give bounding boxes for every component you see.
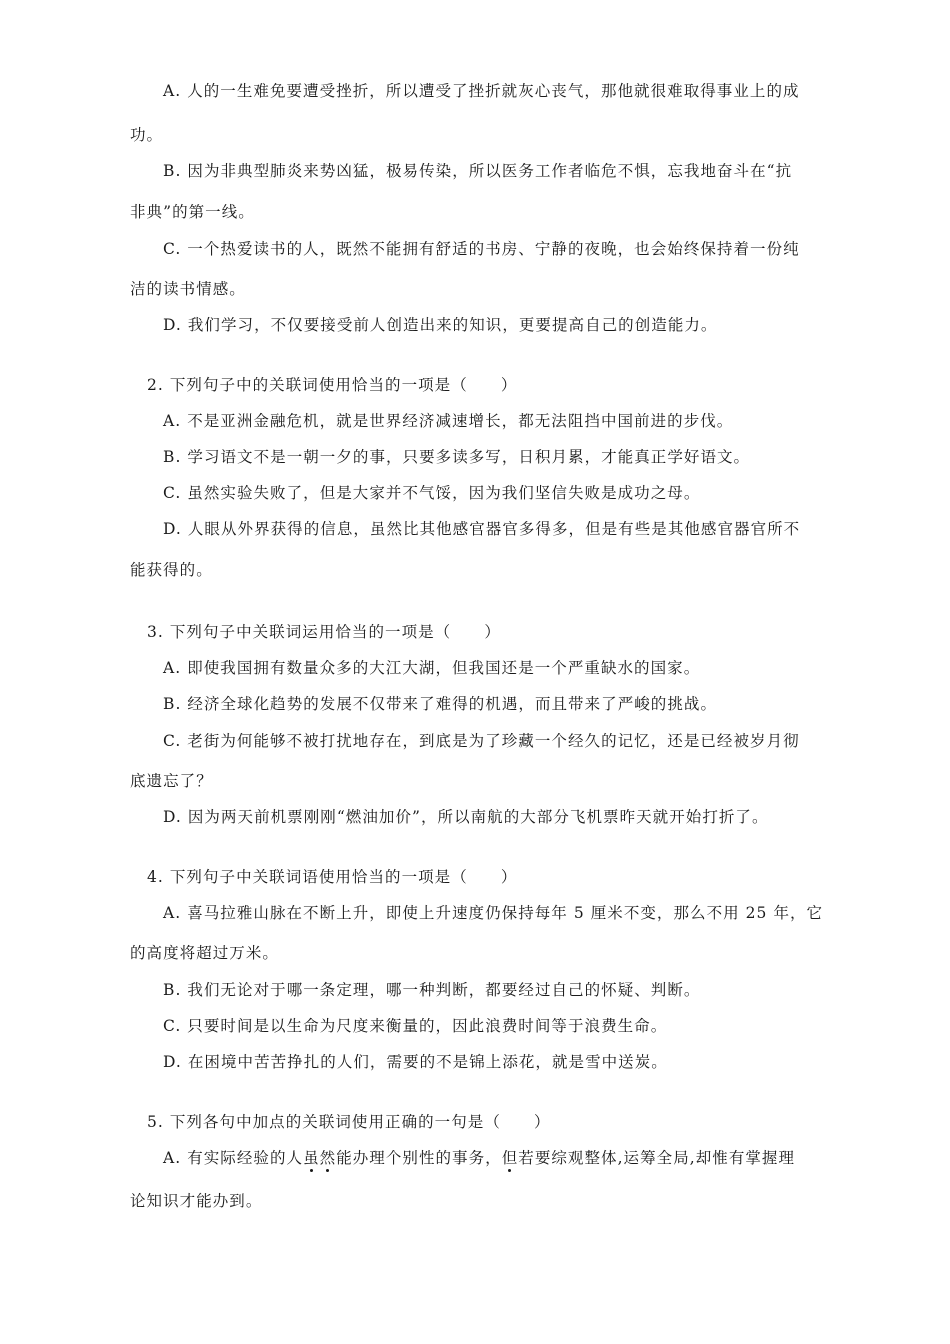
q2-option-d-line1: D. 人眼从外界获得的信息，虽然比其他感官器官多得多，但是有些是其他感官器官所不 xyxy=(163,520,801,538)
q5-option-a-text: 能办理个别性的事务， xyxy=(336,1149,502,1167)
q1-option-c-line1: C. 一个热爱读书的人，既然不能拥有舒适的书房、宁静的夜晚，也会始终保持着一份纯 xyxy=(163,240,800,258)
q3-stem: 3. 下列句子中关联词运用恰当的一项是（ ） xyxy=(147,623,501,641)
q2-stem: 2. 下列句子中的关联词使用恰当的一项是（ ） xyxy=(147,376,518,394)
q3-option-b: B. 经济全球化趋势的发展不仅带来了难得的机遇，而且带来了严峻的挑战。 xyxy=(163,695,717,713)
q3-option-c-line1: C. 老街为何能够不被打扰地存在，到底是为了珍藏一个经久的记忆，还是已经被岁月彻 xyxy=(163,732,800,750)
q2-option-d-line2: 能获得的。 xyxy=(130,561,213,579)
q5-stem: 5. 下列各句中加点的关联词使用正确的一句是（ ） xyxy=(147,1113,551,1131)
q1-option-a-line2: 功。 xyxy=(130,126,164,144)
emphasis-dot-word: 但 xyxy=(501,1149,519,1167)
q4-option-a-line2: 的高度将超过万米。 xyxy=(130,944,279,962)
q1-option-c-line2: 洁的读书情感。 xyxy=(130,280,246,298)
q5-option-a-text: 若要综观整体,运筹全局,却惟有掌握理 xyxy=(518,1149,796,1167)
q5-option-a-text: A. 有实际经验的人 xyxy=(163,1149,304,1167)
q3-option-a: A. 即使我国拥有数量众多的大江大湖，但我国还是一个严重缺水的国家。 xyxy=(163,659,701,677)
q2-option-b: B. 学习语文不是一朝一夕的事，只要多读多写，日积月累，才能真正学好语文。 xyxy=(163,448,751,466)
q1-option-a-line1: A. 人的一生难免要遭受挫折，所以遭受了挫折就灰心丧气，那他就很难取得事业上的成 xyxy=(163,82,800,100)
q5-option-a-line1 xyxy=(163,1148,795,1168)
q4-stem: 4. 下列句子中关联词语使用恰当的一项是（ ） xyxy=(147,868,518,886)
emphasis-dot-word: 然 xyxy=(319,1149,337,1167)
q4-option-d: D. 在困境中苦苦挣扎的人们，需要的不是锦上添花，就是雪中送炭。 xyxy=(163,1053,668,1071)
q4-option-c: C. 只要时间是以生命为尺度来衡量的，因此浪费时间等于浪费生命。 xyxy=(163,1017,668,1035)
q3-option-c-line2: 底遗忘了？ xyxy=(130,772,213,790)
q4-option-b: B. 我们无论对于哪一条定理，哪一种判断，都要经过自己的怀疑、判断。 xyxy=(163,981,701,999)
q3-option-d: D. 因为两天前机票刚刚“燃油加价”，所以南航的大部分飞机票昨天就开始打折了。 xyxy=(163,808,769,826)
q1-option-d: D. 我们学习，不仅要接受前人创造出来的知识，更要提高自己的创造能力。 xyxy=(163,316,718,334)
q4-option-a-line1: A. 喜马拉雅山脉在不断上升，即使上升速度仍保持每年 5 厘米不变，那么不用 25 年，它 xyxy=(163,904,824,922)
q2-option-a: A. 不是亚洲金融危机，就是世界经济减速增长，都无法阻挡中国前进的步伐。 xyxy=(163,412,734,430)
q2-option-c: C. 虽然实验失败了，但是大家并不气馁，因为我们坚信失败是成功之母。 xyxy=(163,484,701,502)
q1-option-b-line2: 非典”的第一线。 xyxy=(130,203,255,221)
emphasis-dot-word: 虽 xyxy=(303,1149,320,1167)
q1-option-b-line1: B. 因为非典型肺炎来势凶猛，极易传染，所以医务工作者临危不惧，忘我地奋斗在“抗 xyxy=(163,162,793,180)
q5-option-a-line2: 论知识才能办到。 xyxy=(130,1192,263,1210)
